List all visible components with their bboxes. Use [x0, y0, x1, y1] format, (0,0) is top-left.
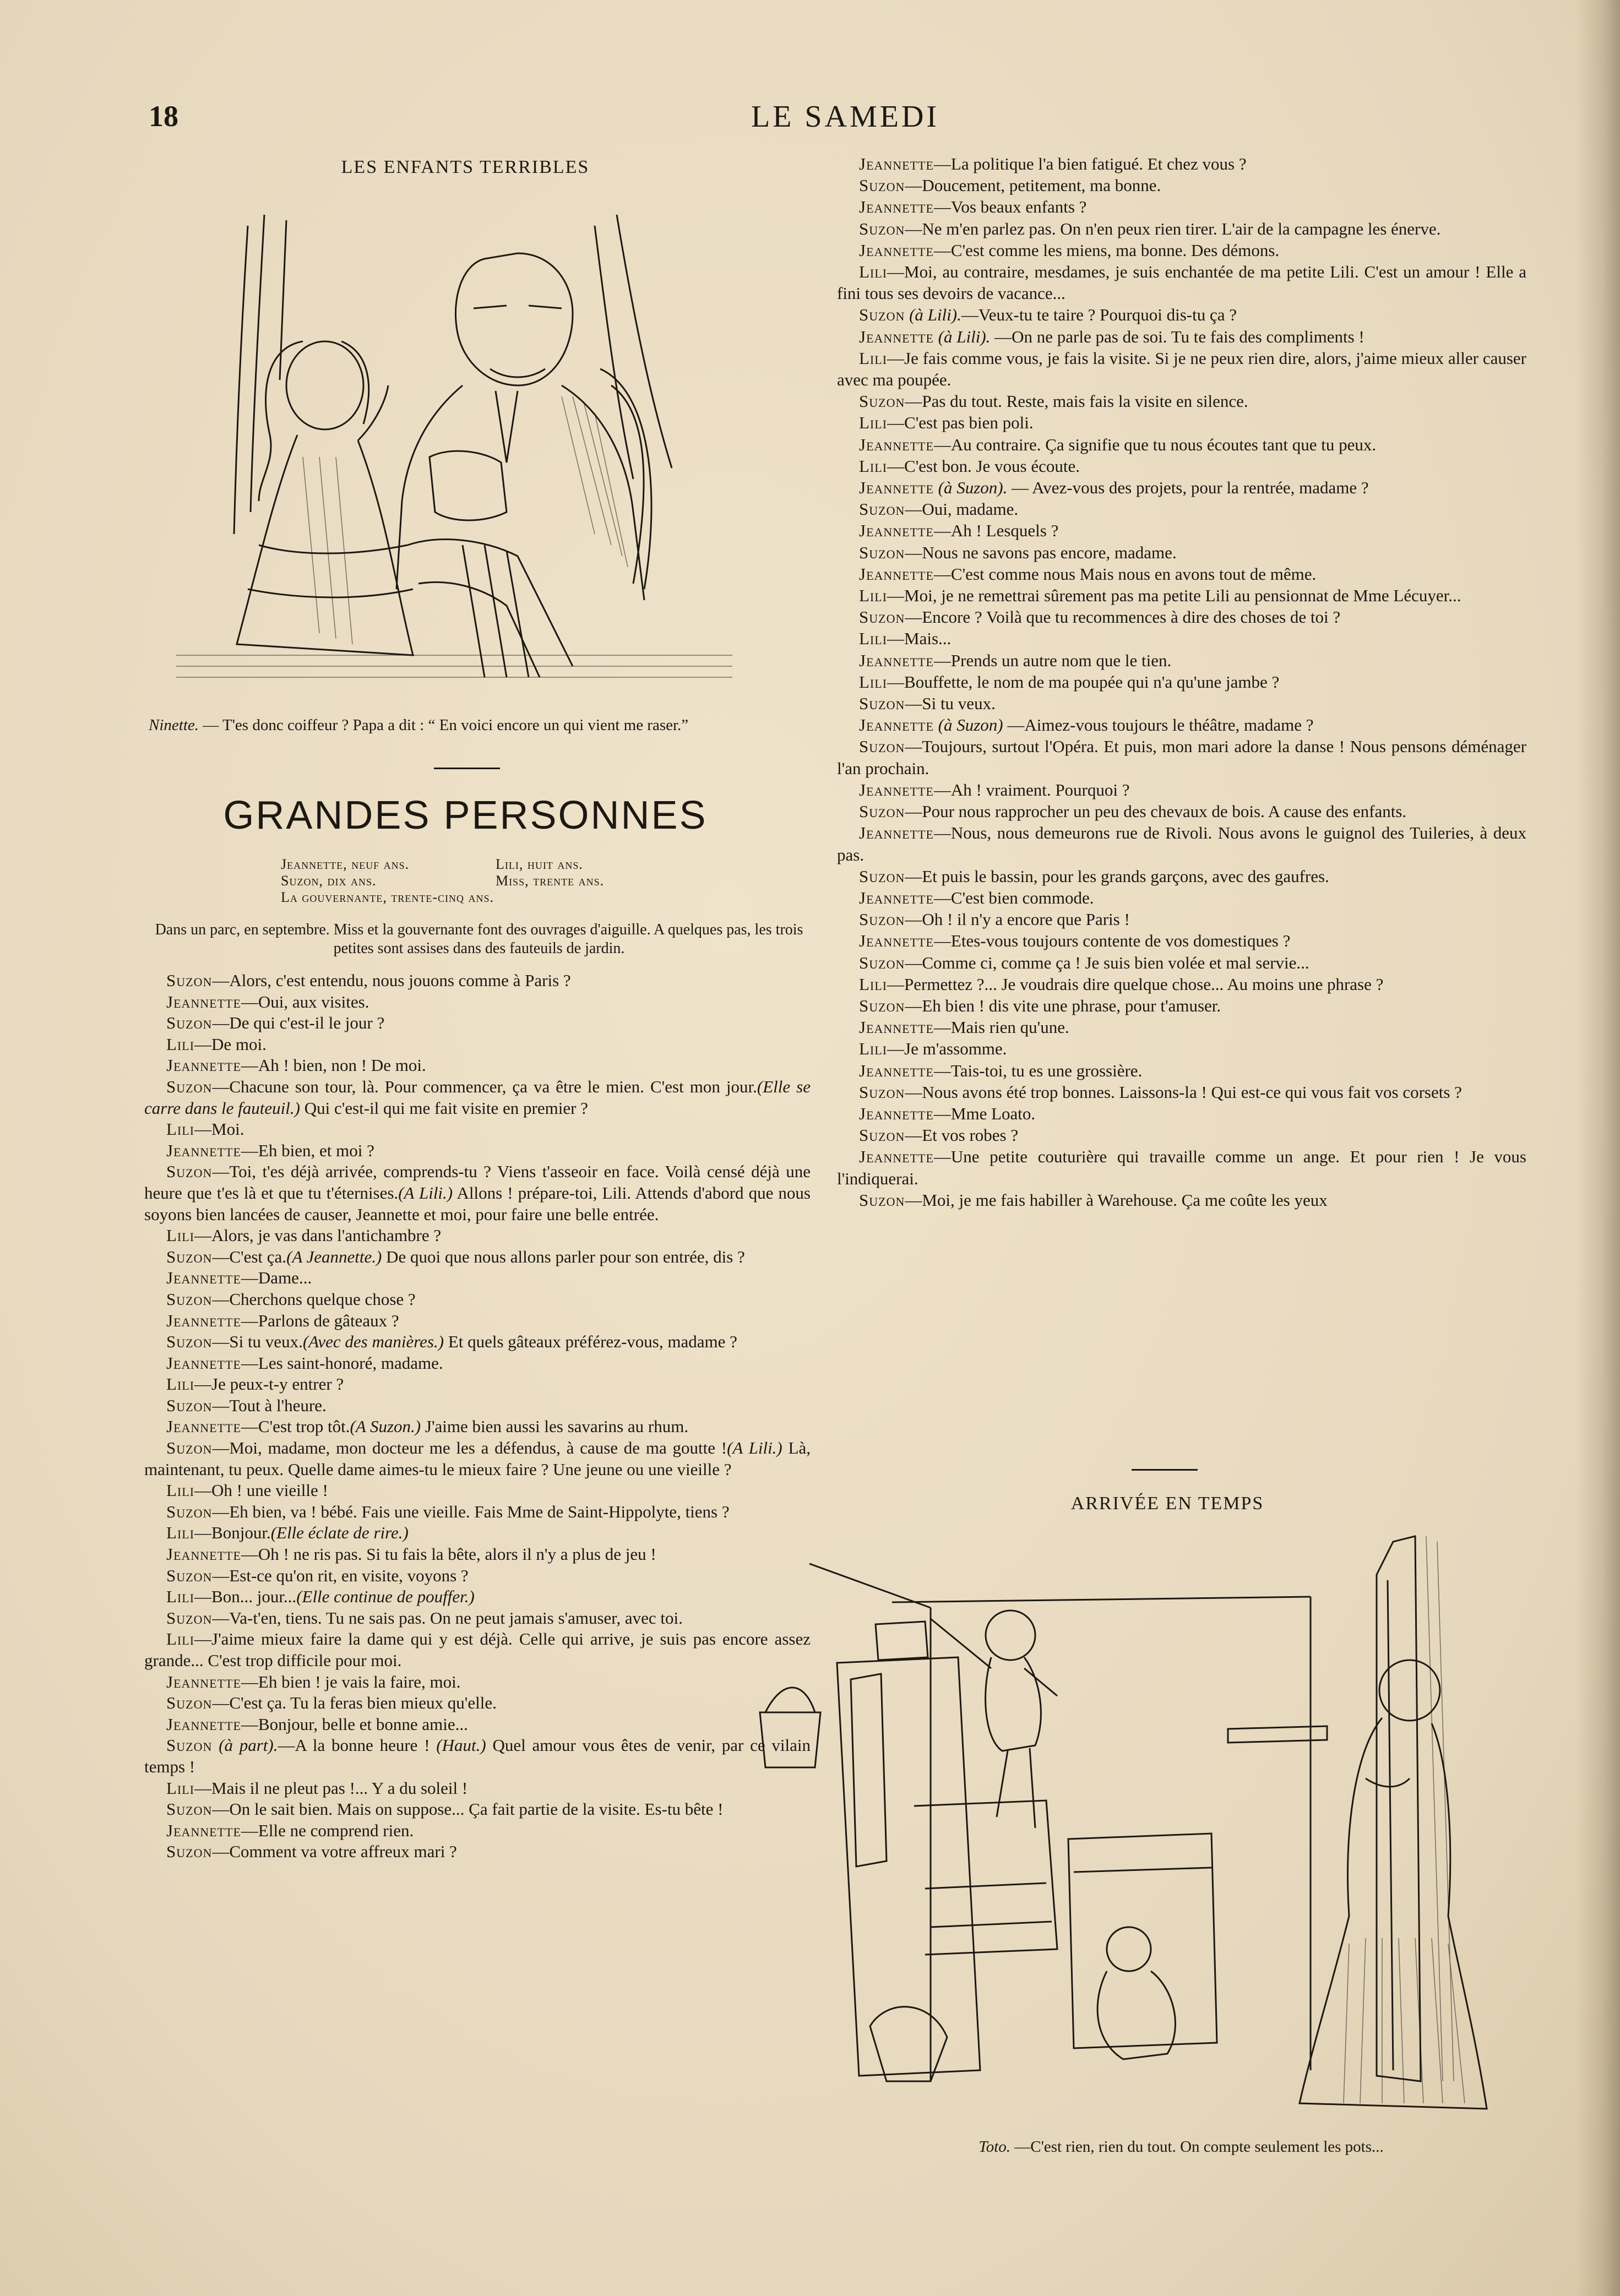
section-divider [1132, 1469, 1198, 1471]
dialogue-line [144, 1820, 811, 1842]
dialogue-text: —Si tu veux. [212, 1332, 303, 1352]
dialogue-line [144, 1501, 811, 1523]
speaker-name: Suzon [859, 1082, 905, 1102]
dialogue-text: —Pas du tout. Reste, mais fais la visite en silence. [905, 391, 1248, 411]
dialogue-text: Qui c'est-il qui me fait visite en premier ? [300, 1098, 588, 1118]
dialogue-text: —Nous, nous demeurons rue de Rivoli. Nous avons le guignol des Tuileries, à deux pas. [837, 823, 1526, 864]
dialogue-text: —Oh ! une vieille ! [194, 1481, 328, 1500]
dialogue-text: —Je fais comme vous, je fais la visite. Si je ne peux rien dire, alors, j'aime mieux aller causer avec ma poupée. [837, 348, 1526, 390]
stage-direction: Dans un parc, en septembre. Miss et la gouvernante font des ouvrages d'aiguille. A quelques pas, les trois petites sont assises dans des fauteuils de jardin. [155, 921, 803, 957]
dialogue-text [905, 305, 909, 324]
dialogue-text: —Et vos robes ? [905, 1125, 1019, 1145]
speaker-name: Lili [859, 262, 888, 282]
speaker-name: Suzon [859, 953, 905, 972]
dialogue-line [144, 1331, 811, 1353]
dialogue-line [144, 1480, 811, 1501]
stage-note: (à Lili). [938, 327, 991, 346]
speaker-name: Suzon [859, 995, 905, 1015]
speaker-name: Suzon [859, 694, 905, 714]
dialogue-line [144, 1289, 811, 1310]
dialogue-line [144, 1013, 811, 1034]
play-title: GRANDES PERSONNES [223, 793, 708, 837]
dialogue-text: —Encore ? Voilà que tu recommences à dire des choses de toi ? [905, 607, 1341, 627]
dialogue-line [837, 606, 1526, 628]
dialogue-text: —Bon... jour... [194, 1587, 297, 1607]
illustration2-title: ARRIVÉE EN TEMPS [1070, 1493, 1264, 1514]
speaker-name: Suzon [166, 1395, 213, 1415]
dialogue-line [837, 1038, 1526, 1059]
cast-entry: Lili, huit ans. [496, 856, 583, 872]
page-number: 18 [149, 100, 178, 133]
dialogue-text: —Et puis le bassin, pour les grands garçons, avec des gaufres. [905, 866, 1329, 886]
dialogue-line [837, 671, 1526, 693]
dialogue-line [837, 930, 1526, 951]
grandfather-child-engraving [176, 204, 732, 683]
speaker-name: Suzon [166, 1332, 213, 1352]
dialogue-line [144, 1119, 811, 1140]
dialogue-line [144, 992, 811, 1013]
dialogue-line [144, 1310, 811, 1332]
stage-note: (Elle continue de pouffer.) [296, 1587, 475, 1607]
dialogue-line [837, 1189, 1526, 1211]
dialogue-line [837, 390, 1526, 412]
dialogue-line [837, 1016, 1526, 1038]
speaker-name: Suzon [166, 1693, 213, 1713]
speaker-name: Jeannette [166, 1268, 241, 1288]
dialogue-text: —Tout à l'heure. [212, 1395, 327, 1415]
dialogue-line [144, 1735, 811, 1777]
dialogue-text [212, 1735, 219, 1755]
speaker-name: Lili [166, 1523, 195, 1543]
illustration2-caption [837, 2136, 1525, 2157]
dialogue-line [837, 542, 1526, 563]
speaker-name: Lili [859, 629, 888, 649]
speaker-name: Suzon [166, 1289, 213, 1309]
dialogue-text: Quel amour vous êtes de venir, par ce vilain temps ! [144, 1735, 811, 1776]
dialogue-line [837, 866, 1526, 887]
dialogue-line [837, 175, 1526, 196]
speaker-name: Lili [859, 1039, 888, 1059]
dialogue-line [837, 196, 1526, 217]
dialogue-text: J'aime bien aussi les savarins au rhum. [421, 1417, 689, 1437]
dialogue-line [837, 714, 1526, 736]
speaker-name: Suzon [166, 1438, 213, 1458]
speaker-name: Suzon [166, 1076, 213, 1096]
dialogue-text: —Bonjour, belle et bonne amie... [241, 1714, 468, 1734]
dialogue-text: —Mais il ne pleut pas !... Y a du soleil ! [194, 1778, 468, 1798]
dialogue-text: —A la bonne heure ! [278, 1735, 430, 1755]
cast-list [281, 856, 666, 906]
dialogue-line [837, 952, 1526, 973]
dialogue-text: —Cherchons quelque chose ? [212, 1289, 416, 1309]
speaker-name: Jeannette [166, 1672, 241, 1691]
dialogue-text: —Nous ne savons pas encore, madame. [905, 542, 1177, 562]
dialogue-text: —Oui, madame. [905, 499, 1019, 519]
illustration1-caption [149, 715, 809, 736]
speaker-name: Jeannette [859, 650, 934, 670]
stage-note: (Elle se carre dans le fauteuil.) [144, 1076, 811, 1118]
dialogue-line [144, 1416, 811, 1438]
speaker-name: Jeannette [859, 1147, 934, 1167]
dialogue-text: —Bouffette, le nom de ma poupée qui n'a qu'une jambe ? [887, 672, 1280, 692]
stage-note: (A Lili.) [398, 1183, 453, 1203]
speaker-name: Suzon [859, 542, 905, 562]
dialogue-line [837, 412, 1526, 433]
dialogue-text: —Si tu veux. [905, 694, 996, 714]
dialogue-text: Là, maintenant, tu peux. Quelle dame aimes-tu le mieux faire ? Une jeune ou une vieille ? [144, 1438, 811, 1479]
cast-entry: Miss, trente ans. [496, 873, 605, 889]
dialogue-text: Allons ! prépare-toi, Lili. Attends d'abord que nous soyons bien lancées de causer, Jeannette et moi, pour faire une belle entrée. [144, 1183, 811, 1224]
dialogue-line [837, 240, 1526, 261]
stage-note: (à Lili). [909, 305, 961, 325]
dialogue-line [837, 650, 1526, 671]
dialogue-line [837, 218, 1526, 240]
dialogue-line [144, 1225, 811, 1247]
dialogue-text: —De moi. [194, 1034, 267, 1054]
dialogue-text: —Ne m'en parlez pas. On n'en peux rien tirer. L'air de la campagne les énerve. [905, 219, 1441, 238]
caption-speaker: Ninette. [149, 716, 199, 734]
dialogue-text: —Moi, je ne remettrai sûrement pas ma petite Lili au pensionnat de Mme Lécuyer... [887, 586, 1461, 606]
dialogue-text: —Je peux-t-y entrer ? [194, 1374, 344, 1394]
dialogue-text: —C'est trop tôt. [241, 1417, 350, 1437]
dialogue-line [144, 1672, 811, 1693]
dialogue-text: —Moi, je me fais habiller à Warehouse. Ça me coûte les yeux [905, 1190, 1328, 1210]
dialogue-text: —La politique l'a bien fatigué. Et chez vous ? [933, 154, 1247, 173]
caption-speaker: Toto. [978, 2138, 1011, 2156]
journal-title: LE SAMEDI [751, 100, 940, 134]
illustration1-drawing [176, 204, 732, 683]
dialogue-text: —Doucement, petitement, ma bonne. [905, 176, 1161, 195]
speaker-name: Suzon [859, 499, 905, 519]
speaker-name: Lili [166, 1629, 195, 1649]
dialogue-text: —Toujours, surtout l'Opéra. Et puis, mon mari adore la danse ! Nous pensons déménager l'an prochain. [837, 737, 1526, 778]
dialogue-text: —On le sait bien. Mais on suppose... Ça fait partie de la visite. Es-tu bête ! [212, 1799, 724, 1819]
speaker-name: Suzon [859, 607, 905, 627]
speaker-name: Jeannette [859, 154, 934, 173]
dialogue-text: —Ah ! Lesquels ? [933, 521, 1059, 541]
dialogue-text: —Nous avons été trop bonnes. Laissons-la ! Qui est-ce qui vous fait vos corsets ? [905, 1082, 1462, 1102]
dialogue-text: —Va-t'en, tiens. Tu ne sais pas. On ne peut jamais s'amuser, avec toi. [212, 1608, 683, 1628]
dialogue-text [934, 715, 938, 734]
caption-text: —C'est rien, rien du tout. On compte seulement les pots... [1014, 2138, 1384, 2156]
stage-note: (Avec des manières.) [302, 1332, 444, 1352]
speaker-name: Jeannette [859, 521, 934, 541]
dialogue-text: —C'est pas bien poli. [887, 413, 1034, 433]
dialogue-line [837, 1060, 1526, 1081]
dialogue-line [837, 801, 1526, 822]
speaker-name: Jeannette [859, 1060, 934, 1080]
dialogue-line [837, 995, 1526, 1016]
dialogue-text: —Alors, c'est entendu, nous jouons comme à Paris ? [212, 971, 571, 990]
dialogue-line [144, 970, 811, 992]
page-fold-shadow [1576, 0, 1620, 2296]
dialogue-text: —Eh bien, et moi ? [241, 1140, 374, 1160]
dialogue-line [837, 477, 1526, 498]
speaker-name: Suzon [859, 176, 905, 195]
speaker-name: Jeannette [859, 888, 934, 907]
dialogue-line [144, 1565, 811, 1587]
speaker-name: Lili [859, 413, 888, 433]
stage-note: (A Lili.) [727, 1438, 782, 1458]
dialogue-line [144, 1353, 811, 1374]
cast-row [281, 856, 666, 873]
dialogue-text: —Veux-tu te taire ? Pourquoi dis-tu ça ? [961, 305, 1237, 325]
dialogue-text: —C'est bon. Je vous écoute. [887, 456, 1080, 476]
dialogue-text: —Toi, t'es déjà arrivée, comprends-tu ? Viens t'asseoir en face. Voilà censé déjà une heure que t'es là et que tu t'éternises. [144, 1162, 811, 1203]
speaker-name: Suzon [166, 1501, 213, 1521]
dialogue-line [144, 1438, 811, 1480]
stage-note: (à Suzon). [938, 478, 1008, 498]
dialogue-text: —Eh bien ! je vais la faire, moi. [241, 1672, 461, 1691]
speaker-name: Jeannette [166, 1353, 241, 1373]
dialogue-text: —Vos beaux enfants ? [933, 197, 1087, 217]
speaker-name: Lili [859, 456, 888, 476]
caption-text: — T'es donc coiffeur ? Papa a dit : “ En voici encore un qui vient me raser.” [203, 716, 689, 734]
dialogue-text: —Moi, au contraire, mesdames, je suis enchantée de ma petite Lili. C'est un amour ! Elle a fini tous ses devoirs de vacance... [837, 262, 1526, 303]
dialogue-line [144, 1586, 811, 1608]
dialogue-line [837, 520, 1526, 541]
dialogue-text: —Comme ci, comme ça ! Je suis bien volée et mal servie... [905, 953, 1309, 972]
speaker-name: Lili [166, 1374, 195, 1394]
dialogue-line [837, 1103, 1526, 1124]
speaker-name: Jeannette [166, 1544, 241, 1564]
dialogue-text: —Etes-vous toujours contente de vos domestiques ? [933, 931, 1291, 951]
dialogue-line [144, 1522, 811, 1544]
dialogue-line [144, 1608, 811, 1629]
dialogue-text: —Oh ! ne ris pas. Si tu fais la bête, alors il n'y a plus de jeu ! [241, 1544, 656, 1564]
cast-entry: Suzon, dix ans. [281, 873, 377, 889]
speaker-name: Jeannette [859, 715, 934, 735]
dialogue-line [144, 1161, 811, 1225]
stage-note: (Elle éclate de rire.) [270, 1523, 409, 1543]
dialogue-text: —Au contraire. Ça signifie que tu nous écoutes tant que tu peux. [933, 434, 1377, 454]
speaker-name: Suzon [859, 305, 905, 325]
speaker-name: Jeannette [859, 1103, 934, 1123]
dialogue-line [837, 1081, 1526, 1103]
stage-note: (à part). [219, 1735, 278, 1755]
dialogue-text: Et quels gâteaux préférez-vous, madame ? [444, 1332, 737, 1352]
dialogue-line [837, 779, 1526, 801]
dialogue-line [144, 1034, 811, 1055]
dialogue-line [837, 304, 1526, 325]
dialogue-text: —Aimez-vous toujours le théâtre, madame ? [1003, 715, 1314, 735]
speaker-name: Lili [166, 1119, 195, 1139]
dialogue-line [144, 1799, 811, 1820]
dialogue-text [934, 327, 938, 346]
dialogue-text: —Mais rien qu'une. [933, 1018, 1069, 1037]
dialogue-line [837, 563, 1526, 585]
dialogue-line [144, 1055, 811, 1076]
dialogue-text: —Je m'assomme. [887, 1039, 1007, 1059]
speaker-name: Suzon [166, 1842, 213, 1862]
dialogue-line [837, 326, 1526, 347]
dialogue-line [144, 1247, 811, 1268]
dialogue-text: —Moi. [194, 1119, 244, 1139]
speaker-name: Jeannette [859, 564, 934, 584]
section-divider [434, 768, 500, 769]
speaker-name: Suzon [859, 1125, 905, 1145]
dialogue-text: —Mais... [887, 629, 952, 649]
speaker-name: Suzon [166, 1799, 213, 1819]
dialogue-line [144, 1778, 811, 1799]
speaker-name: Suzon [859, 1190, 905, 1210]
dialogue-text: —Elle ne comprend rien. [241, 1820, 414, 1840]
cast-entry: Jeannette, neuf ans. [281, 856, 410, 872]
dialogue-line [837, 887, 1526, 908]
dialogue-line [837, 822, 1526, 865]
dialogue-text: —Ah ! vraiment. Pourquoi ? [933, 780, 1130, 799]
speaker-name: Jeannette [859, 823, 934, 843]
dialogue-line [144, 1544, 811, 1565]
speaker-name: Lili [859, 586, 888, 606]
dialogue-text: —Eh bien ! dis vite une phrase, pour t'amuser. [905, 995, 1221, 1015]
speaker-name: Suzon [859, 391, 905, 411]
speaker-name: Suzon [166, 1162, 213, 1182]
speaker-name: Jeannette [859, 240, 934, 260]
dialogue-text: —Chacune son tour, là. Pour commencer, ça va être le mien. C'est mon jour. [212, 1076, 757, 1096]
speaker-name: Jeannette [859, 327, 934, 346]
dialogue-text: —Parlons de gâteaux ? [241, 1310, 399, 1330]
dialogue-line [837, 908, 1526, 930]
dialogue-text: —Prends un autre nom que le tien. [933, 650, 1172, 670]
dialogue-line [837, 1124, 1526, 1146]
dialogue-text: —Mme Loato. [933, 1103, 1036, 1123]
dialogue-line [144, 1841, 811, 1863]
speaker-name: Jeannette [166, 1055, 241, 1075]
dialogue-text: —Comment va votre affreux mari ? [212, 1842, 457, 1862]
speaker-name: Suzon [859, 737, 905, 757]
speaker-name: Jeannette [859, 780, 934, 799]
dialogue-line [837, 261, 1526, 304]
dialogue-text: —C'est comme nous Mais nous en avons tout de même. [933, 564, 1317, 584]
speaker-name: Jeannette [166, 1310, 241, 1330]
dialogue-text: —Moi, madame, mon docteur me les a défendus, à cause de ma goutte ! [212, 1438, 727, 1458]
speaker-name: Lili [166, 1226, 195, 1245]
speaker-name: Lili [166, 1481, 195, 1500]
speaker-name: Lili [859, 974, 888, 994]
stage-note: (à Suzon) [938, 715, 1003, 735]
dialogue-text: —C'est ça. Tu la feras bien mieux qu'elle. [212, 1693, 497, 1713]
speaker-name: Jeannette [166, 1140, 241, 1160]
dialogue-text: —Une petite couturière qui travaille comme un ange. Et pour rien ! Je vous l'indiquerai. [837, 1147, 1526, 1188]
dialogue-line [837, 1146, 1526, 1189]
cast-row [281, 889, 666, 906]
children-cupboard-engraving [749, 1531, 1536, 2131]
speaker-name: Suzon [166, 1735, 213, 1755]
speaker-name: Suzon [166, 971, 213, 990]
speaker-name: Suzon [166, 1608, 213, 1628]
speaker-name: Jeannette [166, 992, 241, 1011]
speaker-name: Jeannette [166, 1714, 241, 1734]
dialogue-text: —Permettez ?... Je voudrais dire quelque chose... Au moins une phrase ? [887, 974, 1384, 994]
dialogue-text: —C'est bien commode. [933, 888, 1094, 907]
dialogue-line [144, 1714, 811, 1735]
dialogue-right-column [837, 153, 1526, 1211]
speaker-name: Suzon [859, 802, 905, 821]
dialogue-text: —Ah ! bien, non ! De moi. [241, 1055, 426, 1075]
speaker-name: Suzon [166, 1013, 213, 1033]
speaker-name: Suzon [859, 219, 905, 238]
stage-note: (Haut.) [430, 1735, 486, 1755]
speaker-name: Jeannette [859, 434, 934, 454]
dialogue-text: —Eh bien, va ! bébé. Fais une vieille. Fais Mme de Saint-Hippolyte, tiens ? [212, 1501, 730, 1521]
dialogue-text: — Avez-vous des projets, pour la rentrée, madame ? [1007, 478, 1369, 498]
speaker-name: Jeannette [166, 1417, 241, 1437]
dialogue-line [837, 153, 1526, 175]
speaker-name: Suzon [166, 1247, 213, 1266]
dialogue-line [837, 973, 1526, 995]
dialogue-text: —Oui, aux visites. [241, 992, 369, 1011]
speaker-name: Jeannette [859, 197, 934, 217]
speaker-name: Suzon [859, 866, 905, 886]
dialogue-text: —Oh ! il n'y a encore que Paris ! [905, 910, 1130, 929]
dialogue-text: —Est-ce qu'on rit, en visite, voyons ? [212, 1565, 469, 1585]
speaker-name: Jeannette [859, 931, 934, 951]
dialogue-text: —J'aime mieux faire la dame qui y est déjà. Celle qui arrive, je suis pas encore assez grande... C'est trop difficile pour moi. [144, 1629, 811, 1670]
dialogue-text: —Bonjour. [194, 1523, 271, 1543]
speaker-name: Suzon [859, 910, 905, 929]
speaker-name: Lili [166, 1587, 195, 1607]
illustration2-drawing [749, 1531, 1536, 2131]
cast-entry: La gouvernante, trente-cinq ans. [281, 889, 494, 905]
dialogue-text: —C'est comme les miens, ma bonne. Des démons. [933, 240, 1280, 260]
dialogue-text: —Pour nous rapprocher un peu des chevaux de bois. A cause des enfants. [905, 802, 1407, 821]
dialogue-text: —Tais-toi, tu es une grossière. [933, 1060, 1143, 1080]
stage-note: (A Suzon.) [350, 1417, 421, 1437]
speaker-name: Lili [166, 1778, 195, 1798]
speaker-name: Lili [166, 1034, 195, 1054]
dialogue-line [837, 736, 1526, 779]
dialogue-line [837, 628, 1526, 649]
dialogue-line [144, 1076, 811, 1119]
dialogue-text: —C'est ça. [212, 1247, 287, 1266]
dialogue-line [144, 1267, 811, 1289]
speaker-name: Suzon [166, 1565, 213, 1585]
dialogue-text: —Les saint-honoré, madame. [241, 1353, 443, 1373]
speaker-name: Lili [859, 348, 888, 368]
speaker-name: Jeannette [859, 478, 934, 498]
speaker-name: Lili [859, 672, 888, 692]
dialogue-text: —Alors, je vas dans l'antichambre ? [194, 1226, 442, 1245]
dialogue-line [144, 1374, 811, 1395]
dialogue-line [144, 1395, 811, 1417]
dialogue-line [144, 1693, 811, 1714]
dialogue-text: De quoi que nous allons parler pour son entrée, dis ? [382, 1247, 745, 1266]
page-header [149, 99, 1542, 138]
dialogue-line [837, 347, 1526, 390]
dialogue-line [837, 693, 1526, 714]
stage-note: (A Jeannette.) [286, 1247, 382, 1266]
dialogue-text: —De qui c'est-il le jour ? [212, 1013, 385, 1033]
dialogue-line [837, 498, 1526, 520]
dialogue-line [837, 434, 1526, 455]
dialogue-left-column [144, 970, 811, 1863]
dialogue-line [144, 1629, 811, 1671]
speaker-name: Jeannette [859, 1018, 934, 1037]
illustration1-title: LES ENFANTS TERRIBLES [341, 157, 590, 177]
dialogue-line [837, 455, 1526, 477]
dialogue-line [837, 585, 1526, 606]
dialogue-text: —On ne parle pas de soi. Tu te fais des compliments ! [990, 327, 1365, 346]
dialogue-line [144, 1140, 811, 1162]
dialogue-text: —Dame... [241, 1268, 312, 1288]
speaker-name: Jeannette [166, 1820, 241, 1840]
cast-row [281, 873, 666, 889]
dialogue-text [934, 478, 938, 497]
